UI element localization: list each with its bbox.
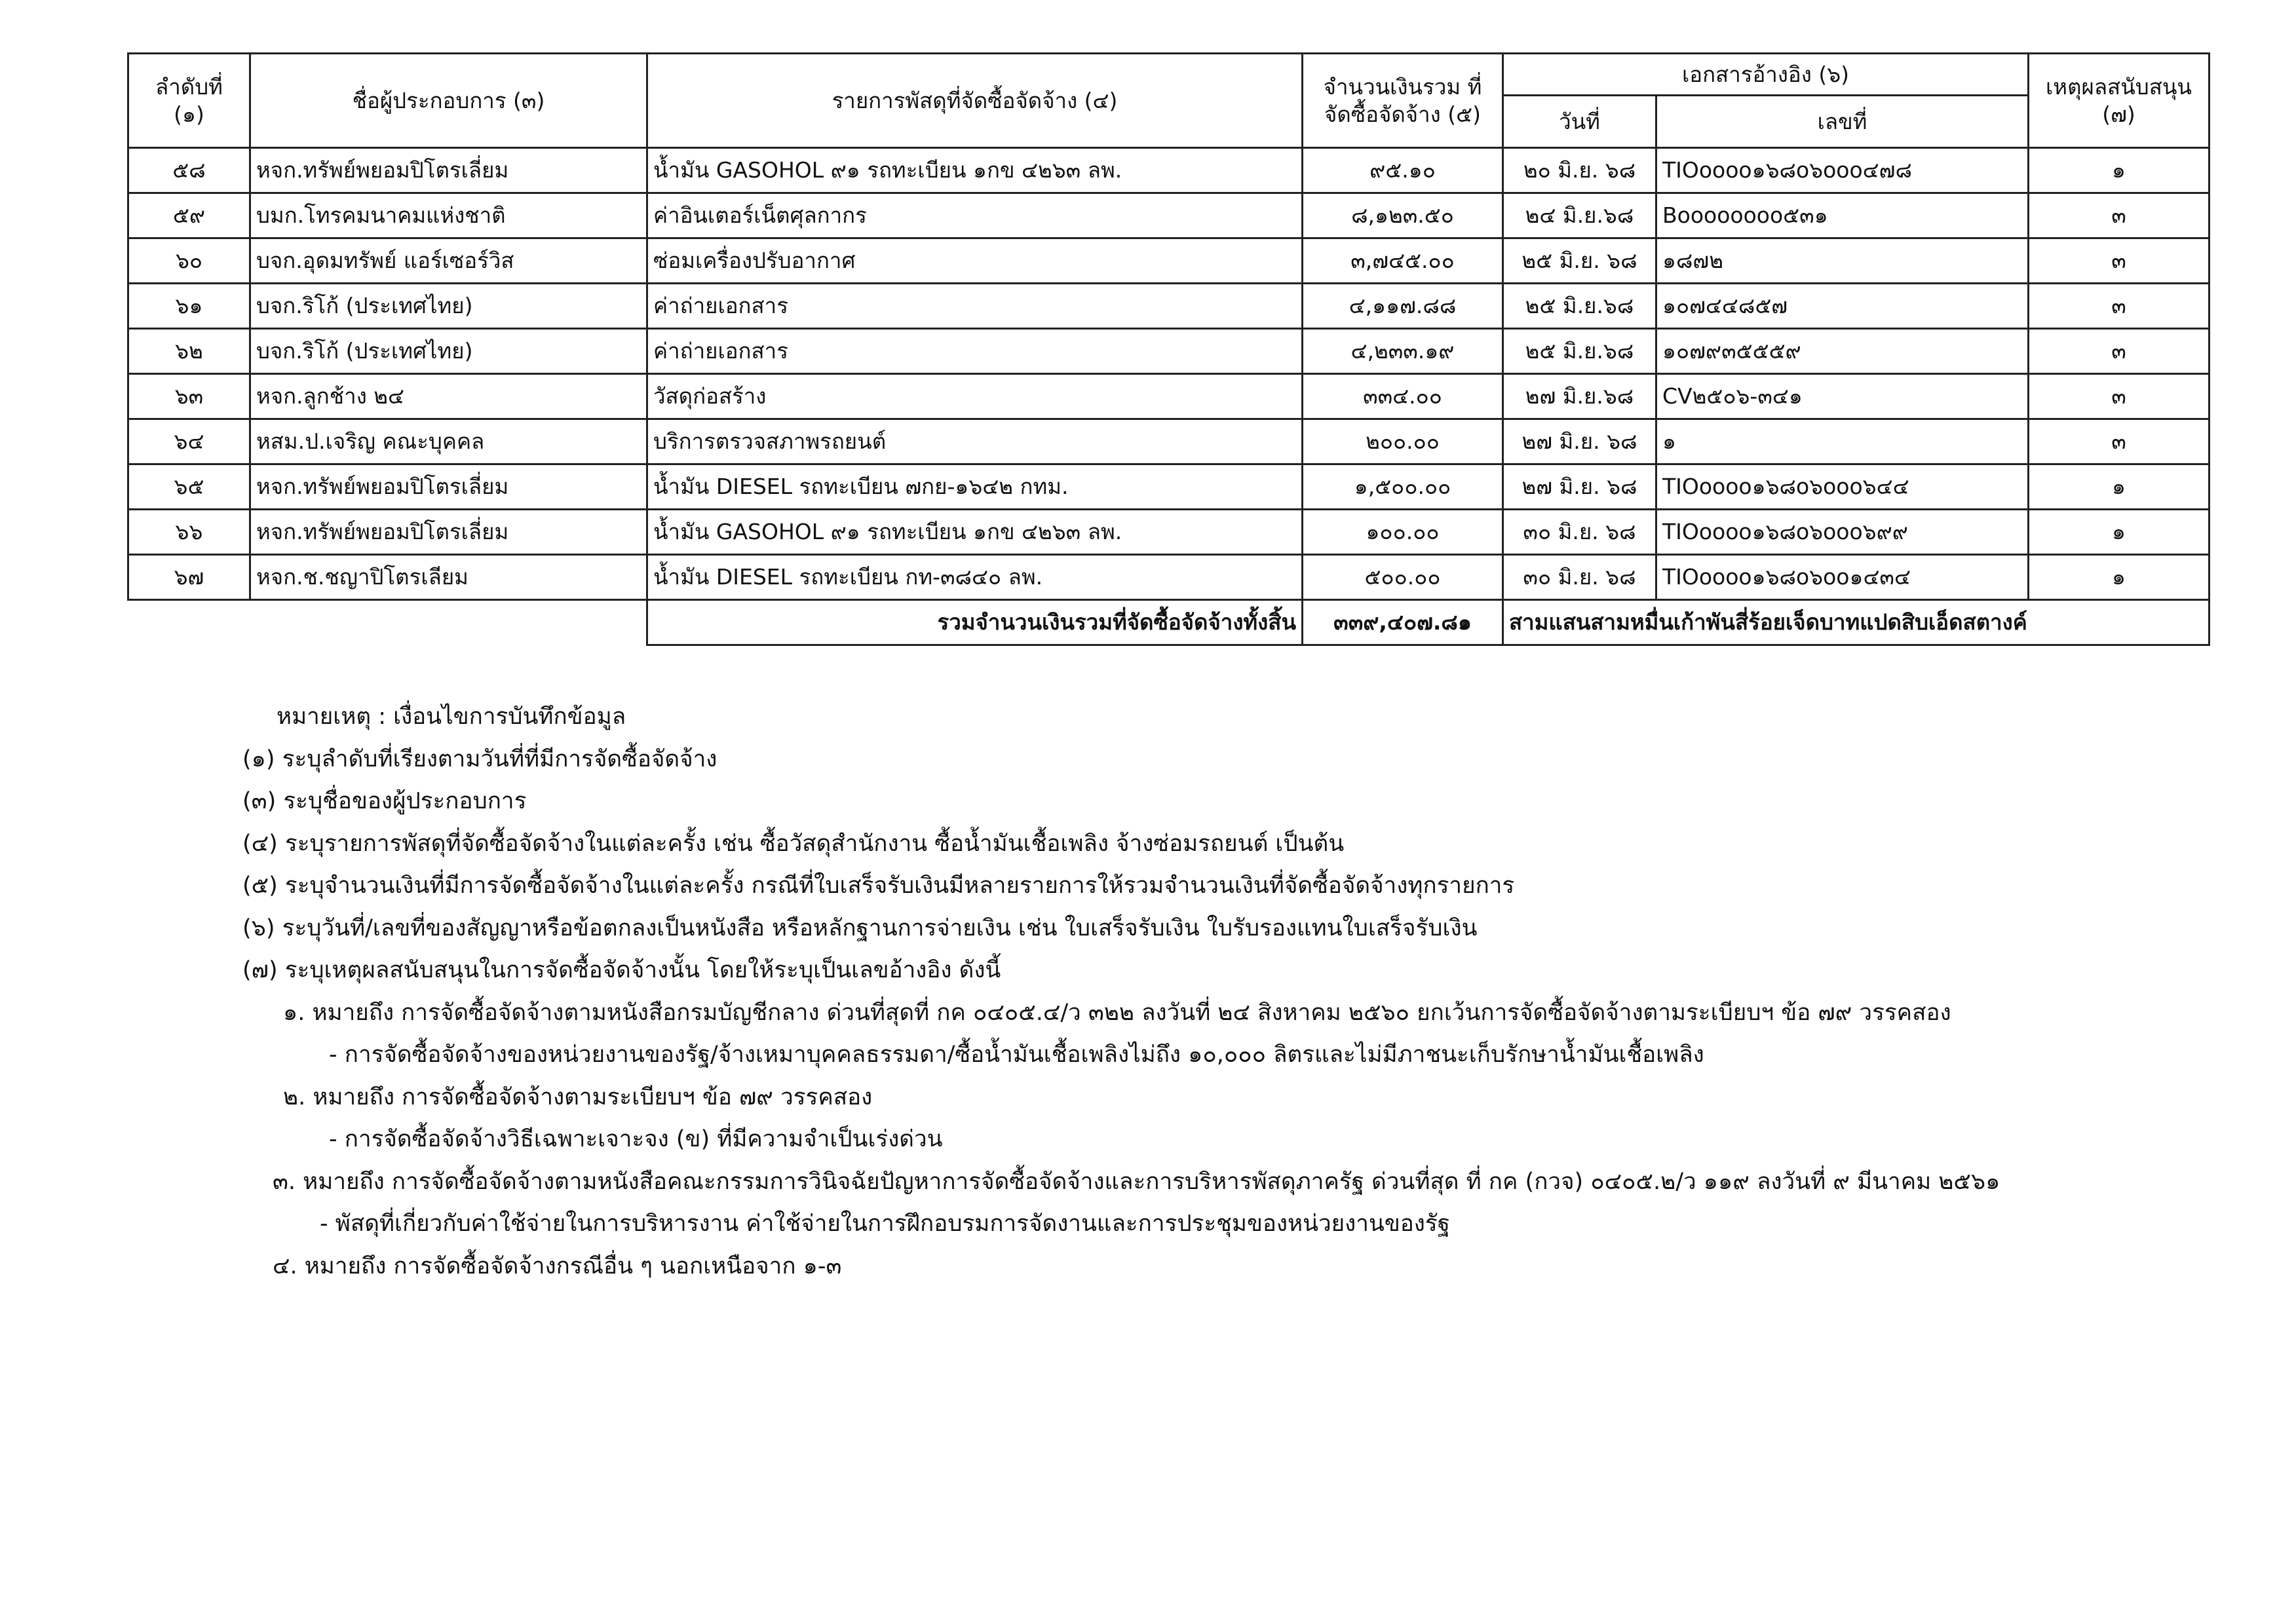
cell-vendor: บจก.ริโก้ (ประเทศไทย) (250, 284, 647, 329)
cell-item: ค่าถ่ายเอกสาร (647, 329, 1303, 374)
cell-amount: ๔,๒๓๓.๑๙ (1303, 329, 1503, 374)
total-amount-words: สามแสนสามหมื่นเก้าพันสี่ร้อยเจ็ดบาทแปดสิบเอ็ดสตางค์ (1503, 600, 2210, 645)
note-reason-2: ๒. หมายถึง การจัดซื้อจัดจ้างตามระเบียบฯ ข้อ ๗๙ วรรคสอง (283, 1084, 873, 1110)
cell-amount: ๘,๑๒๓.๕๐ (1303, 193, 1503, 238)
cell-amount: ๙๕.๑๐ (1303, 148, 1503, 193)
cell-vendor: หสม.ป.เจริญ คณะบุคคล (250, 419, 647, 464)
cell-no: ๖๗ (128, 555, 250, 600)
header-amount (1303, 54, 1503, 148)
cell-docno: ๑๐๗๙๓๕๕๕๙ (1656, 329, 2029, 374)
cell-docno: Boooooooo๕๓๑ (1656, 193, 2029, 238)
cell-reason: ๑ (2029, 148, 2210, 193)
cell-docno: ๑ (1656, 419, 2029, 464)
table-row (128, 284, 2210, 329)
header-date: วันที่ (1503, 96, 1656, 148)
cell-vendor: บมก.โทรคมนาคมแห่งชาติ (250, 193, 647, 238)
header-vendor: ชื่อผู้ประกอบการ (๓) (250, 54, 647, 148)
cell-amount: ๔,๑๑๗.๘๘ (1303, 284, 1503, 329)
cell-amount: ๑๐๐.๐๐ (1303, 510, 1503, 555)
note-item: (๖) ระบุวันที่/เลขที่ของสัญญาหรือข้อตกลงเป็นหนังสือ หรือหลักฐานการจ่ายเงิน เช่น ใบเสร็จรับเงิน ใบรับรองแทนใบเสร็จรับเงิน (242, 915, 1478, 941)
header-docno: เลขที่ (1656, 96, 2029, 148)
cell-docno: ๑๐๗๔๔๘๕๗ (1656, 284, 2029, 329)
table-body (128, 148, 2210, 600)
header-no-line2: (๑) (174, 101, 204, 127)
cell-no: ๖๔ (128, 419, 250, 464)
header-amount-line1: จำนวนเงินรวม ที่ (1323, 73, 1482, 100)
cell-vendor: หจก.ทรัพย์พยอมปิโตรเลี่ยม (250, 464, 647, 510)
cell-docno: TIOoooo๑๖๘o๖ooo๖๔๔ (1656, 464, 2029, 510)
cell-vendor: หจก.ลูกช้าง ๒๔ (250, 374, 647, 419)
note-item: (๓) ระบุชื่อของผู้ประกอบการ (242, 788, 527, 814)
header-item: รายการพัสดุที่จัดซื้อจัดจ้าง (๔) (647, 54, 1303, 148)
note-reason-1: ๑. หมายถึง การจัดซื้อจัดจ้างตามหนังสือกรมบัญชีกลาง ด่วนที่สุดที่ กค ๐๔๐๕.๔/ว ๓๒๒ ลงวันที่ ๒๔ สิงหาคม ๒๕๖๐ ยกเว้นการจัดซื้อจัดจ้างตามระเบียบฯ ข้อ ๗๙ วรรคสอง (283, 999, 1951, 1026)
cell-no: ๖๐ (128, 238, 250, 284)
cell-docno: CV๒๕๐๖-๓๔๑ (1656, 374, 2029, 419)
cell-date: ๒๕ มิ.ย.๖๘ (1503, 329, 1656, 374)
note-item: (๕) ระบุจำนวนเงินที่มีการจัดซื้อจัดจ้างในแต่ละครั้ง กรณีที่ใบเสร็จรับเงินมีหลายรายการให้รวมจำนวนเงินที่จัดซื้อจัดจ้างทุกรายการ (242, 873, 1515, 899)
cell-amount: ๓,๗๔๕.๐๐ (1303, 238, 1503, 284)
cell-date: ๒๕ มิ.ย.๖๘ (1503, 284, 1656, 329)
cell-reason: ๓ (2029, 284, 2210, 329)
cell-reason: ๑ (2029, 555, 2210, 600)
cell-no: ๕๙ (128, 193, 250, 238)
note-reason-2-detail: - การจัดซื้อจัดจ้างวิธีเฉพาะเจาะจง (ข) ที่มีความจำเป็นเร่งด่วน (329, 1126, 943, 1152)
header-refdoc: เอกสารอ้างอิง (๖) (1503, 54, 2029, 96)
cell-item: น้ำมัน DIESEL รถทะเบียน กท-๓๘๔๐ ลพ. (647, 555, 1303, 600)
cell-docno: ๑๘๗๒ (1656, 238, 2029, 284)
footer-spacer (128, 600, 647, 645)
cell-vendor: บจก.อุดมทรัพย์ แอร์เซอร์วิส (250, 238, 647, 284)
cell-no: ๖๖ (128, 510, 250, 555)
note-item: (๑) ระบุลำดับที่เรียงตามวันที่ที่มีการจัดซื้อจัดจ้าง (242, 746, 718, 772)
note-item: (๗) ระบุเหตุผลสนับสนุนในการจัดซื้อจัดจ้างนั้น โดยให้ระบุเป็นเลขอ้างอิง ดังนี้ (242, 957, 1001, 983)
table-row (128, 148, 2210, 193)
table-row (128, 238, 2210, 284)
header-amount-line2: จัดซื้อจัดจ้าง (๕) (1324, 101, 1481, 127)
cell-item: น้ำมัน GASOHOL ๙๑ รถทะเบียน ๑กข ๔๒๖๓ ลพ. (647, 148, 1303, 193)
notes-section (242, 696, 2000, 1287)
cell-date: ๒๗ มิ.ย.๖๘ (1503, 374, 1656, 419)
cell-date: ๒๕ มิ.ย. ๖๘ (1503, 238, 1656, 284)
cell-date: ๒๗ มิ.ย. ๖๘ (1503, 464, 1656, 510)
cell-date: ๓๐ มิ.ย. ๖๘ (1503, 510, 1656, 555)
note-reason-1-detail: - การจัดซื้อจัดจ้างของหน่วยงานของรัฐ/จ้างเหมาบุคคลธรรมดา/ซื้อน้ำมันเชื้อเพลิงไม่ถึง ๑๐,๐๐๐ ลิตรและไม่มีภาชนะเก็บรักษาน้ำมันเชื้อเพลิง (329, 1042, 1704, 1068)
note-item: (๔) ระบุรายการพัสดุที่จัดซื้อจัดจ้างในแต่ละครั้ง เช่น ซื้อวัสดุสำนักงาน ซื้อน้ำมันเชื้อเพลิง จ้างซ่อมรถยนต์ เป็นต้น (242, 830, 1345, 857)
cell-reason: ๓ (2029, 193, 2210, 238)
cell-item: วัสดุก่อสร้าง (647, 374, 1303, 419)
note-reason-3-detail: - พัสดุที่เกี่ยวกับค่าใช้จ่ายในการบริหารงาน ค่าใช้จ่ายในการฝึกอบรมการจัดงานและการประชุมของหน่วยงานของรัฐ (320, 1211, 1450, 1237)
table-row (128, 329, 2210, 374)
table-row (128, 374, 2210, 419)
table-row (128, 419, 2210, 464)
cell-item: บริการตรวจสภาพรถยนต์ (647, 419, 1303, 464)
cell-amount: ๑,๕๐๐.๐๐ (1303, 464, 1503, 510)
table-footer (128, 600, 2210, 645)
cell-reason: ๓ (2029, 374, 2210, 419)
cell-amount: ๒๐๐.๐๐ (1303, 419, 1503, 464)
cell-amount: ๕๐๐.๐๐ (1303, 555, 1503, 600)
table-row (128, 555, 2210, 600)
cell-item: น้ำมัน GASOHOL ๙๑ รถทะเบียน ๑กข ๔๒๖๓ ลพ. (647, 510, 1303, 555)
cell-date: ๒๔ มิ.ย.๖๘ (1503, 193, 1656, 238)
cell-date: ๒๗ มิ.ย. ๖๘ (1503, 419, 1656, 464)
procurement-table (127, 52, 2210, 646)
cell-date: ๒๐ มิ.ย. ๖๘ (1503, 148, 1656, 193)
cell-reason: ๑ (2029, 464, 2210, 510)
cell-item: ค่าถ่ายเอกสาร (647, 284, 1303, 329)
cell-vendor: หจก.ช.ชญาปิโตรเลียม (250, 555, 647, 600)
total-amount: ๓๓๙,๔๐๗.๘๑ (1303, 600, 1503, 645)
cell-no: ๖๓ (128, 374, 250, 419)
cell-vendor: หจก.ทรัพย์พยอมปิโตรเลี่ยม (250, 510, 647, 555)
cell-item: ค่าอินเตอร์เน็ตศุลกากร (647, 193, 1303, 238)
cell-vendor: บจก.ริโก้ (ประเทศไทย) (250, 329, 647, 374)
header-reason (2029, 54, 2210, 148)
cell-item: น้ำมัน DIESEL รถทะเบียน ๗กย-๑๖๔๒ กทม. (647, 464, 1303, 510)
cell-vendor: หจก.ทรัพย์พยอมปิโตรเลี่ยม (250, 148, 647, 193)
cell-reason: ๓ (2029, 419, 2210, 464)
note-reason-3: ๓. หมายถึง การจัดซื้อจัดจ้างตามหนังสือคณะกรรมการวินิจฉัยปัญหาการจัดซื้อจัดจ้างและการบริหารพัสดุภาครัฐ ด่วนที่สุด ที่ กค (กวจ) ๐๔๐๕.๒/ว ๑๑๙ ลงวันที่ ๙ มีนาคม ๒๕๖๑ (273, 1168, 2000, 1195)
notes-heading: หมายเหตุ : เงื่อนไขการบันทึกข้อมูล (277, 704, 626, 730)
cell-no: ๖๒ (128, 329, 250, 374)
header-reason-line2: (๗) (2102, 101, 2135, 127)
total-label: รวมจำนวนเงินรวมที่จัดซื้อจัดจ้างทั้งสิ้น (647, 600, 1303, 645)
note-reason-4: ๔. หมายถึง การจัดซื้อจัดจ้างกรณีอื่น ๆ นอกเหนือจาก ๑-๓ (273, 1253, 842, 1279)
cell-date: ๓๐ มิ.ย. ๖๘ (1503, 555, 1656, 600)
cell-no: ๖๕ (128, 464, 250, 510)
table-row (128, 464, 2210, 510)
header-no-line1: ลำดับที่ (155, 73, 223, 100)
table-row (128, 510, 2210, 555)
header-no (128, 54, 250, 148)
cell-docno: TIOoooo๑๖๘o๖oo๑๔๓๔ (1656, 555, 2029, 600)
table-header (128, 54, 2210, 148)
cell-amount: ๓๓๔.๐๐ (1303, 374, 1503, 419)
cell-reason: ๓ (2029, 238, 2210, 284)
cell-docno: TIOoooo๑๖๘o๖ooo๔๗๘ (1656, 148, 2029, 193)
cell-docno: TIOoooo๑๖๘o๖ooo๖๙๙ (1656, 510, 2029, 555)
cell-no: ๖๑ (128, 284, 250, 329)
header-reason-line1: เหตุผลสนับสนุน (2046, 73, 2192, 100)
table-row (128, 193, 2210, 238)
cell-reason: ๑ (2029, 510, 2210, 555)
cell-no: ๕๘ (128, 148, 250, 193)
cell-item: ซ่อมเครื่องปรับอากาศ (647, 238, 1303, 284)
cell-reason: ๓ (2029, 329, 2210, 374)
